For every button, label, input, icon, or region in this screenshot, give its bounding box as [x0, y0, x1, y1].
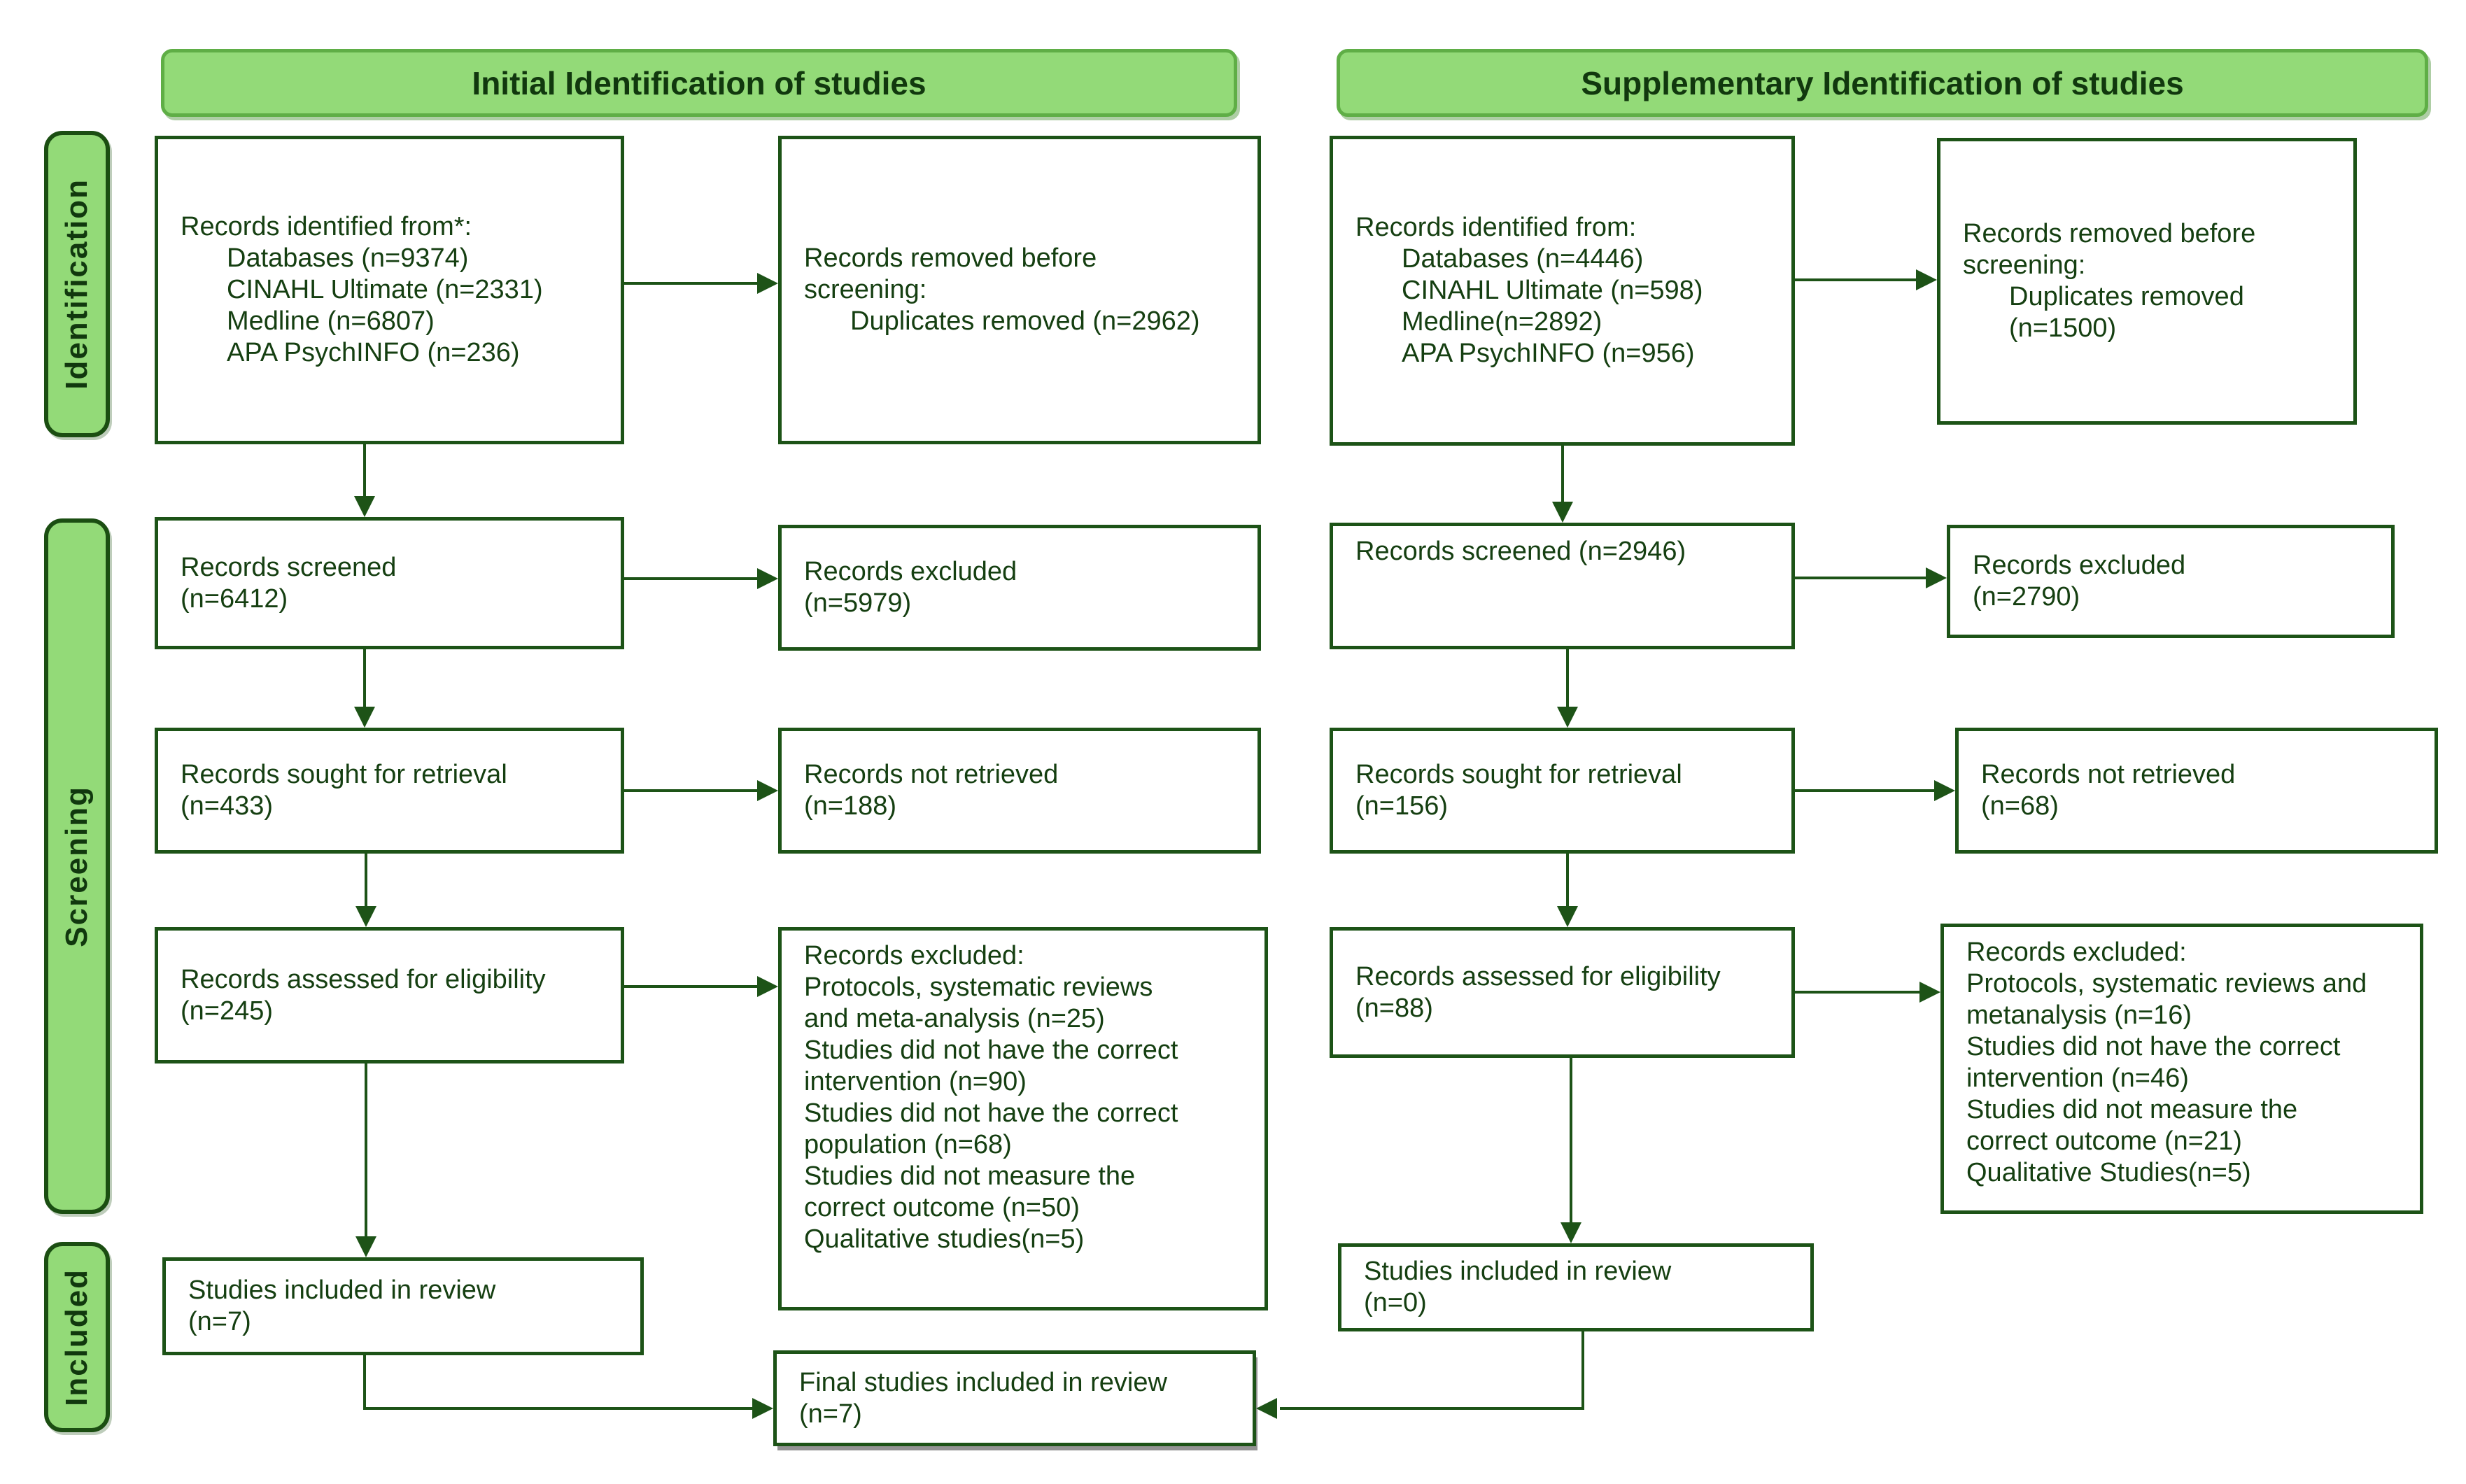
text-line: Studies included in review	[1364, 1257, 1672, 1286]
text-line: Records sought for retrieval	[1355, 760, 1682, 789]
box-supp-records-not-retrieved	[1955, 728, 2438, 854]
text-line: correct outcome (n=50)	[804, 1193, 1080, 1222]
box-supp-records-excluded	[1947, 525, 2395, 638]
text-line: Duplicates removed (n=2962)	[850, 306, 1200, 336]
stage-label-included	[44, 1242, 110, 1432]
arrowhead-icon	[355, 1236, 376, 1257]
text-line: Records not retrieved	[1981, 760, 2236, 789]
text-line: (n=433)	[181, 791, 274, 821]
arrowhead-icon	[355, 906, 376, 927]
text-line: (n=1500)	[2009, 313, 2117, 343]
text-line: Records removed before	[1963, 219, 2256, 248]
text-line: Protocols, systematic reviews	[804, 973, 1153, 1002]
text-line: (n=2790)	[1973, 582, 2080, 612]
box-initial-records-excluded-eligibility	[778, 927, 1268, 1310]
text-line: Qualitative studies(n=5)	[804, 1224, 1085, 1254]
text-line: correct outcome (n=21)	[1966, 1126, 2242, 1156]
text-line: (n=6412)	[181, 584, 288, 614]
box-supp-records-assessed	[1330, 927, 1795, 1058]
arrowhead-icon	[1926, 567, 1947, 588]
box-supp-studies-included	[1338, 1243, 1814, 1331]
text-line: APA PsychINFO (n=236)	[227, 338, 520, 367]
text-line: (n=7)	[188, 1307, 251, 1336]
text-line: Records excluded:	[1966, 938, 2187, 967]
text-line: population (n=68)	[804, 1130, 1012, 1159]
text-line: APA PsychINFO (n=956)	[1402, 339, 1695, 368]
text-line: Records excluded	[1973, 551, 2186, 580]
banner-supplementary-identification: Supplementary Identification of studies	[1337, 49, 2428, 117]
arrowhead-icon	[1560, 1222, 1581, 1243]
text-line: (n=5979)	[804, 588, 912, 618]
box-initial-records-excluded	[778, 525, 1261, 651]
box-initial-records-not-retrieved	[778, 728, 1261, 854]
arrowhead-icon	[354, 707, 375, 728]
stage-label-identification	[44, 131, 110, 437]
text-line: Records removed before	[804, 243, 1097, 273]
banner-initial-identification: Initial Identification of studies	[161, 49, 1237, 117]
text-line: Protocols, systematic reviews and	[1966, 969, 2367, 998]
text-line: Studies did not measure the	[804, 1161, 1136, 1191]
box-initial-records-sought	[155, 728, 624, 854]
arrowhead-icon	[752, 1398, 773, 1419]
box-initial-studies-included	[162, 1257, 644, 1355]
text-line: Medline (n=6807)	[227, 306, 435, 336]
text-line: (n=88)	[1355, 993, 1433, 1023]
text-line: Studies did not have the correct	[804, 1098, 1178, 1128]
text-line: CINAHL Ultimate (n=598)	[1402, 276, 1703, 305]
text-line: (n=7)	[799, 1399, 862, 1429]
text-line: Duplicates removed	[2009, 282, 2244, 311]
text-line: Records screened (n=2946)	[1355, 537, 1686, 566]
arrowhead-icon	[1934, 780, 1955, 801]
text-line: Studies did not have the correct	[1966, 1032, 2341, 1061]
text-line: Records assessed for eligibility	[181, 964, 546, 994]
text-line: Records excluded:	[804, 941, 1024, 970]
text-line: Records identified from:	[1355, 213, 1637, 242]
text-line: intervention (n=90)	[804, 1067, 1027, 1096]
arrowhead-icon	[1557, 906, 1578, 927]
text-line: Studies did not have the correct	[804, 1036, 1178, 1065]
arrow-initial-included-to-final	[365, 1355, 752, 1408]
text-line: screening:	[804, 275, 927, 304]
text-line: Records screened	[181, 552, 397, 582]
text-line: Records not retrieved	[804, 760, 1059, 789]
text-line: Databases (n=9374)	[227, 243, 469, 273]
text-line: intervention (n=46)	[1966, 1063, 2189, 1093]
text-line: Medline(n=2892)	[1402, 307, 1602, 337]
text-line: metanalysis (n=16)	[1966, 1001, 2192, 1030]
text-line: Records excluded	[804, 557, 1017, 586]
arrowhead-icon	[757, 273, 778, 294]
box-initial-records-assessed	[155, 927, 624, 1063]
arrow-supp-included-to-final	[1280, 1331, 1583, 1408]
box-initial-records-identified	[155, 136, 624, 444]
text-line: Final studies included in review	[799, 1367, 1167, 1397]
text-line: Databases (n=4446)	[1402, 244, 1644, 274]
text-line: Qualitative Studies(n=5)	[1966, 1158, 2251, 1187]
box-supp-records-excluded-eligibility	[1940, 924, 2423, 1214]
text-line: Records assessed for eligibility	[1355, 961, 1721, 991]
box-initial-records-screened	[155, 517, 624, 649]
arrowhead-icon	[1552, 502, 1573, 523]
text-line: (n=245)	[181, 996, 274, 1026]
arrowhead-icon	[354, 496, 375, 517]
stage-label-screening	[44, 518, 110, 1214]
box-final-studies-included	[773, 1350, 1256, 1446]
text-line: (n=0)	[1364, 1288, 1427, 1317]
arrowhead-icon	[1919, 982, 1940, 1003]
stage-label-screening-text: Screening	[59, 785, 94, 947]
text-line: (n=156)	[1355, 791, 1449, 821]
text-line: and meta-analysis (n=25)	[804, 1004, 1105, 1033]
stage-label-identification-text: Identification	[59, 178, 94, 390]
arrowhead-icon	[1557, 707, 1578, 728]
text-line: (n=68)	[1981, 791, 2059, 821]
arrowhead-icon	[757, 976, 778, 997]
text-line: Records identified from*:	[181, 212, 472, 241]
arrowhead-icon	[1916, 269, 1937, 290]
stage-label-included-text: Included	[59, 1268, 94, 1406]
text-line: Studies did not measure the	[1966, 1095, 2298, 1124]
text-line: CINAHL Ultimate (n=2331)	[227, 275, 543, 304]
box-supp-records-sought	[1330, 728, 1795, 854]
box-supp-records-identified	[1330, 136, 1795, 446]
text-line: screening:	[1963, 250, 2086, 280]
text-line: (n=188)	[804, 791, 897, 821]
arrowhead-icon	[757, 780, 778, 801]
text-line: Records sought for retrieval	[181, 760, 507, 789]
box-supp-records-removed	[1937, 138, 2357, 425]
text-line: Studies included in review	[188, 1275, 496, 1305]
box-supp-records-screened	[1330, 523, 1795, 649]
arrowhead-icon	[757, 568, 778, 589]
arrowhead-icon	[1256, 1398, 1277, 1419]
box-initial-records-removed	[778, 136, 1261, 444]
